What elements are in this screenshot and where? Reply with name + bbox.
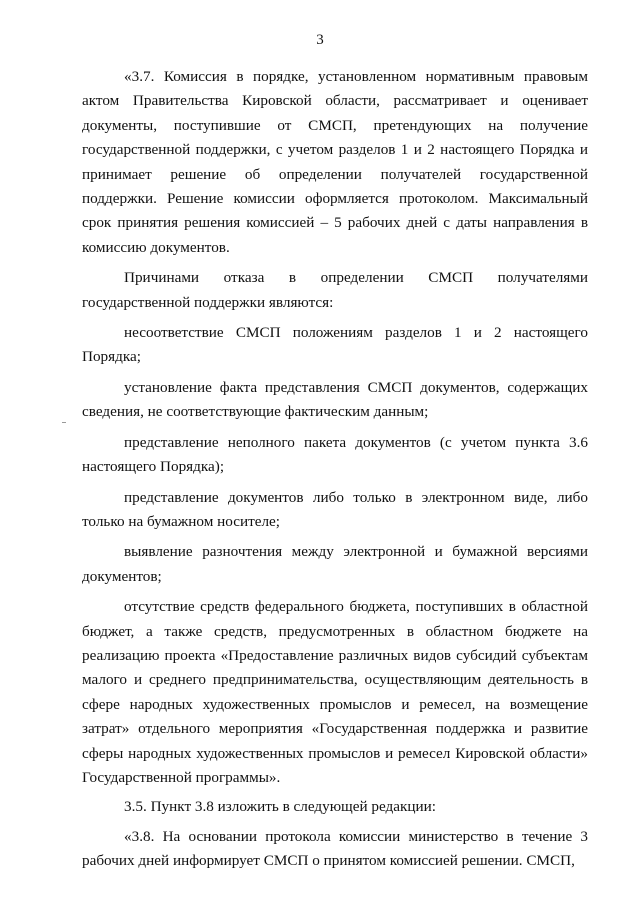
paragraph-reason-4: представление документов либо только в электронном виде, либо только на бумажном носителе; <box>82 488 588 530</box>
paragraph-reason-5: выявление разночтения между электронной и бумажной версиями документов; <box>82 543 588 585</box>
margin-mark <box>62 422 66 423</box>
paragraph-3-7: «3.7. Комиссия в порядке, установленном нормативным правовым актом Правительства Кировской области, рассматривает и оценивает документы, поступившие от СМСП, претендующих на получение государственной поддержки, с учетом разделов 1 и 2 настоящего Порядка и принимает решение об определении получателей государственной поддержки. Решение комиссии оформляется протоколом. Максимальный срок принятия решения комиссией – 5 рабочих дней с даты направления в комиссию документов. <box>82 68 588 256</box>
paragraph-reason-1: несоответствие СМСП положениям разделов 1 и 2 настоящего Порядка; <box>82 324 588 366</box>
paragraph-3-5: 3.5. Пункт 3.8 изложить в следующей редакции: <box>124 798 437 816</box>
paragraph-refusal-reasons: Причинами отказа в определении СМСП получателями государственной поддержки являются: <box>82 269 588 311</box>
paragraph-3-8: «3.8. На основании протокола комиссии министерство в течение 3 рабочих дней информирует СМСП о принятом комиссией решении. СМСП, <box>82 827 588 870</box>
page-number: 3 <box>316 32 324 48</box>
paragraph-reason-2: установление факта представления СМСП документов, содержащих сведения, не соответствующие фактическим данным; <box>82 378 588 421</box>
document-body <box>82 65 588 874</box>
paragraph-reason-3: представление неполного пакета документов (с учетом пункта 3.6 настоящего Порядка); <box>82 433 588 476</box>
paragraph-reason-6: отсутствие средств федерального бюджета, поступивших в областной бюджет, а также средств, предусмотренных в областном бюджете на реализацию проекта «Предоставление различных видов субсидий субъектам малого и среднего предпринимательства, осуществляющим деятельность в сфере народных художественных промыслов и ремесел, на возмещение затрат» отдельного мероприятия «Государственная поддержка и развитие сферы народных художественных промыслов и ремесел Кировской области» Государственной программы». <box>82 598 588 786</box>
